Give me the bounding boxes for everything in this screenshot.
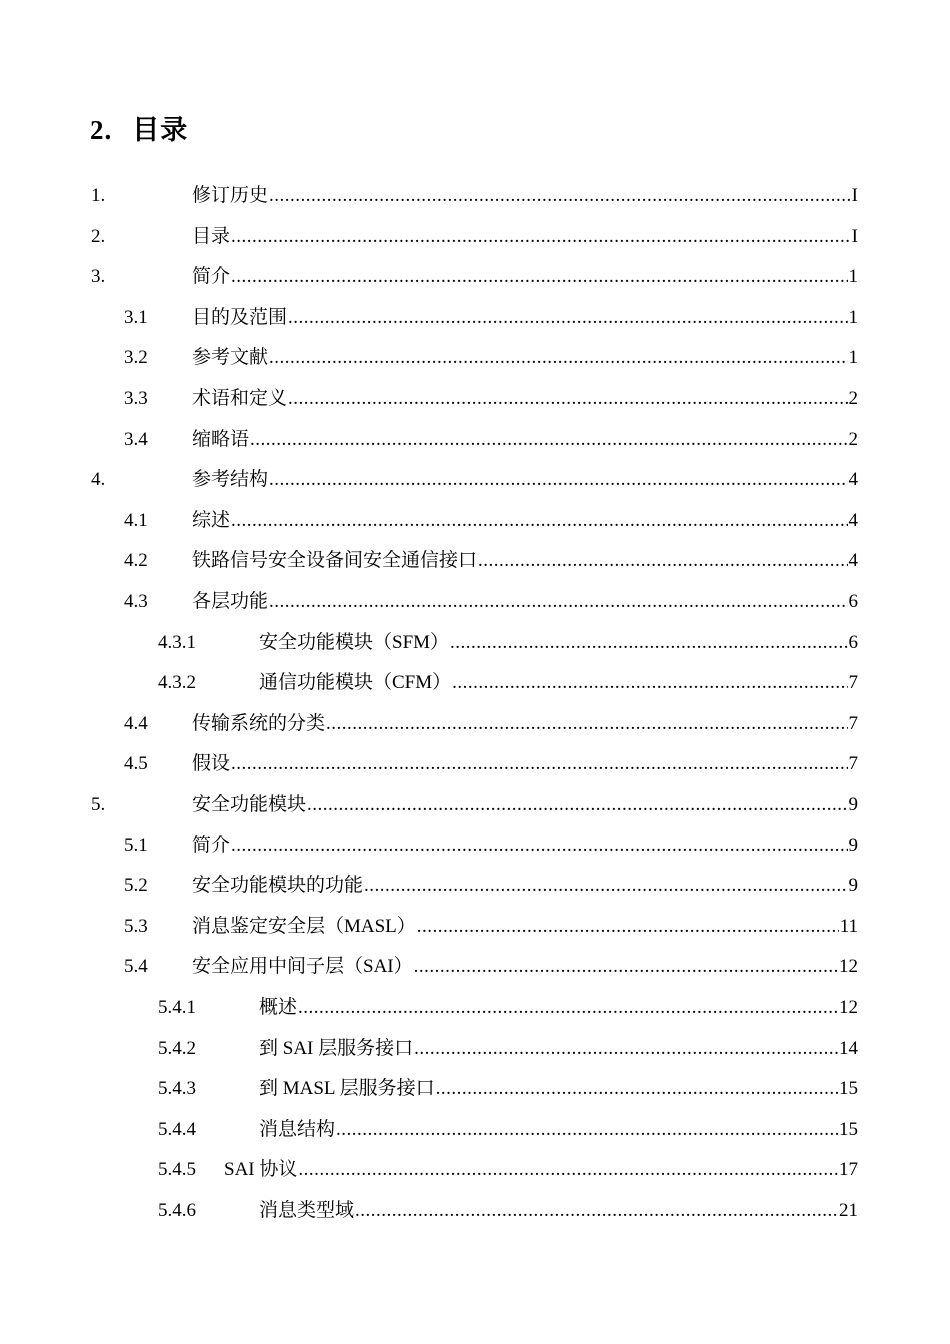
toc-entry-line xyxy=(192,217,858,257)
toc-entry[interactable] xyxy=(0,866,950,906)
toc-entry-number: 5.4.6 xyxy=(158,1200,196,1221)
toc-entry[interactable] xyxy=(0,582,950,622)
toc-entry-line xyxy=(259,1069,858,1109)
toc-entry-number: 3.1 xyxy=(124,306,148,328)
toc-dot-leader xyxy=(355,1191,838,1231)
toc-entry-page: I xyxy=(851,225,858,247)
toc-entry-page: 12 xyxy=(839,997,858,1018)
toc-entry-line xyxy=(192,257,858,297)
toc-entry-title: 缩略语 xyxy=(192,428,250,450)
toc-entry[interactable] xyxy=(0,379,950,419)
toc-dot-leader xyxy=(231,501,847,541)
toc-entry-title: 安全功能模块的功能 xyxy=(192,875,364,897)
toc-entry-line xyxy=(224,1150,858,1190)
toc-entry-page: 2 xyxy=(848,428,858,450)
toc-dot-leader xyxy=(231,826,847,866)
toc-entry[interactable] xyxy=(0,907,950,947)
toc-entry-number: 4.3.2 xyxy=(158,672,196,694)
toc-entry-title: 术语和定义 xyxy=(192,388,288,409)
toc-entry-line xyxy=(192,338,858,378)
toc-entry[interactable] xyxy=(0,298,950,338)
toc-entry[interactable] xyxy=(0,623,950,663)
toc-entry-page: 4 xyxy=(848,550,858,572)
toc-entry[interactable] xyxy=(0,501,950,541)
toc-entry-number: 5. xyxy=(91,794,106,815)
toc-entry-line xyxy=(259,1029,858,1069)
toc-entry-title: 铁路信号安全设备间安全通信接口 xyxy=(192,550,478,572)
toc-entry-title: 概述 xyxy=(259,997,298,1018)
toc-entry-title: 简介 xyxy=(192,266,231,288)
toc-entry-number: 4.2 xyxy=(124,550,148,572)
toc-entry[interactable] xyxy=(0,338,950,378)
toc-dot-leader xyxy=(414,1029,838,1069)
toc-entry-title: 安全应用中间子层（SAI） xyxy=(192,956,413,978)
toc-dot-leader xyxy=(231,257,847,297)
toc-entry-title: 通信功能模块（CFM） xyxy=(259,672,452,694)
toc-entry-line xyxy=(259,1191,858,1231)
toc-entry-title: 假设 xyxy=(192,753,231,775)
toc-entry-page: 7 xyxy=(848,712,858,734)
toc-entry[interactable] xyxy=(0,420,950,460)
toc-entry-line xyxy=(192,298,858,338)
toc-dot-leader xyxy=(269,176,851,216)
toc-dot-leader xyxy=(414,947,838,987)
toc-entry-page: 9 xyxy=(848,794,858,815)
toc-entry-page: 17 xyxy=(839,1159,858,1181)
toc-entry-line xyxy=(192,176,858,216)
toc-entry-number: 4.4 xyxy=(124,712,148,734)
toc-entry-title: 安全功能模块（SFM） xyxy=(259,631,450,653)
toc-entry-title: SAI 协议 xyxy=(224,1159,298,1181)
toc-entry-title: 安全功能模块 xyxy=(192,794,307,815)
toc-entry[interactable] xyxy=(0,744,950,784)
toc-entry[interactable] xyxy=(0,1110,950,1150)
toc-entry[interactable] xyxy=(0,460,950,500)
toc-entry[interactable] xyxy=(0,257,950,297)
toc-dot-leader xyxy=(231,217,851,257)
toc-entry-line xyxy=(192,501,858,541)
toc-entry-number: 3. xyxy=(91,266,106,288)
toc-entry-number: 5.1 xyxy=(124,834,148,856)
toc-dot-leader xyxy=(417,907,839,947)
toc-entry-number: 4.1 xyxy=(124,509,148,531)
toc-entry-line xyxy=(192,379,858,419)
toc-entry[interactable] xyxy=(0,1069,950,1109)
toc-dot-leader xyxy=(298,1150,838,1190)
toc-dot-leader xyxy=(269,338,847,378)
toc-entry-title: 消息类型域 xyxy=(259,1200,355,1221)
toc-entry[interactable] xyxy=(0,663,950,703)
toc-entry-title: 目录 xyxy=(192,225,231,247)
toc-entry-page: 12 xyxy=(839,956,858,978)
toc-entry-number: 3.2 xyxy=(124,347,148,369)
toc-dot-leader xyxy=(269,460,847,500)
page-title-text: 目录 xyxy=(132,115,189,146)
toc-entry-title: 参考文献 xyxy=(192,347,269,369)
toc-entry-title: 传输系统的分类 xyxy=(192,712,326,734)
toc-entry-number: 4.3 xyxy=(124,591,148,612)
toc-entry-title: 目的及范围 xyxy=(192,306,288,328)
toc-entry-title: 消息鉴定安全层（MASL） xyxy=(192,915,416,937)
toc-entry-title: 简介 xyxy=(192,834,231,856)
toc-entry-number: 5.4.4 xyxy=(158,1118,196,1140)
toc-entry-page: 1 xyxy=(848,266,858,288)
toc-dot-leader xyxy=(478,541,847,581)
toc-dot-leader xyxy=(364,866,847,906)
toc-entry-page: 9 xyxy=(848,875,858,897)
toc-entry-page: 15 xyxy=(839,1078,858,1100)
toc-dot-leader xyxy=(326,704,847,744)
toc-entry-line xyxy=(192,907,858,947)
toc-entry[interactable] xyxy=(0,1029,950,1069)
toc-entry[interactable] xyxy=(0,704,950,744)
toc-entry-page: 14 xyxy=(839,1037,858,1059)
toc-entry[interactable] xyxy=(0,785,950,825)
toc-entry-page: 1 xyxy=(848,347,858,369)
toc-entry-line xyxy=(192,582,858,622)
toc-entry-number: 2. xyxy=(91,225,106,247)
toc-entry-line xyxy=(192,947,858,987)
toc-entry-page: 7 xyxy=(848,753,858,775)
toc-dot-leader xyxy=(288,298,847,338)
toc-entry-number: 3.3 xyxy=(124,388,148,409)
toc-entry-number: 5.4.3 xyxy=(158,1078,196,1100)
toc-entry-page: 6 xyxy=(848,631,858,653)
toc-entry-number: 5.4.1 xyxy=(158,997,196,1018)
toc-entry-number: 3.4 xyxy=(124,428,148,450)
toc-dot-leader xyxy=(250,420,847,460)
toc-dot-leader xyxy=(231,744,847,784)
toc-entry[interactable] xyxy=(0,541,950,581)
toc-dot-leader xyxy=(269,582,847,622)
toc-entry-title: 到 MASL 层服务接口 xyxy=(259,1078,435,1100)
toc-entry[interactable] xyxy=(0,988,950,1028)
toc-dot-leader xyxy=(288,379,847,419)
toc-entry-number: 5.4.5 xyxy=(158,1159,196,1181)
toc-dot-leader xyxy=(307,785,847,825)
toc-entry-line xyxy=(192,785,858,825)
toc-entry-page: 4 xyxy=(848,469,858,491)
toc-entry-page: 15 xyxy=(839,1118,858,1140)
toc-entry-page: 6 xyxy=(848,591,858,612)
toc-entry-number: 5.3 xyxy=(124,915,148,937)
toc-entry[interactable] xyxy=(0,176,950,216)
toc-dot-leader xyxy=(298,988,838,1028)
toc-entry[interactable] xyxy=(0,217,950,257)
toc-entry-page: I xyxy=(851,185,858,206)
toc-entry-number: 5.2 xyxy=(124,875,148,897)
toc-entry-line xyxy=(192,826,858,866)
toc-entry-title: 各层功能 xyxy=(192,591,269,612)
toc-entry-title: 到 SAI 层服务接口 xyxy=(259,1037,414,1059)
toc-entry-line xyxy=(192,866,858,906)
toc-entry[interactable] xyxy=(0,826,950,866)
toc-entry-title: 参考结构 xyxy=(192,469,269,491)
toc-entry-number: 5.4 xyxy=(124,956,148,978)
toc-entry-line xyxy=(192,541,858,581)
toc-entry-line xyxy=(192,420,858,460)
toc-entry-line xyxy=(192,744,858,784)
toc-entry-title: 修订历史 xyxy=(192,185,269,206)
toc-entry-page: 2 xyxy=(848,388,858,409)
toc-dot-leader xyxy=(436,1069,838,1109)
toc-entry-title: 综述 xyxy=(192,509,231,531)
toc-dot-leader xyxy=(336,1110,838,1150)
toc-entry-number: 4.3.1 xyxy=(158,631,196,653)
toc-entry-number: 5.4.2 xyxy=(158,1037,196,1059)
toc-entry-page: 4 xyxy=(848,509,858,531)
toc-entry-title: 消息结构 xyxy=(259,1118,336,1140)
toc-dot-leader xyxy=(452,663,847,703)
toc-entry-page: 1 xyxy=(848,306,858,328)
toc-entry-page: 9 xyxy=(848,834,858,856)
toc-entry[interactable] xyxy=(0,947,950,987)
toc-entry-line xyxy=(192,460,858,500)
toc-entry-page: 7 xyxy=(848,672,858,694)
toc-entry-number: 4. xyxy=(91,469,106,491)
toc-entry[interactable] xyxy=(0,1150,950,1190)
toc-entry-line xyxy=(259,623,858,663)
toc-dot-leader xyxy=(450,623,847,663)
toc-entry-line xyxy=(259,988,858,1028)
toc-entry-page: 11 xyxy=(839,915,858,937)
page-title xyxy=(90,108,188,147)
toc-entry-line xyxy=(259,1110,858,1150)
toc-entry-number: 1. xyxy=(91,185,106,206)
toc-entry-number: 4.5 xyxy=(124,753,148,775)
toc-entry-line xyxy=(192,704,858,744)
toc-entry-line xyxy=(259,663,858,703)
toc-entry-page: 21 xyxy=(839,1200,858,1221)
page-title-number: 2. xyxy=(90,115,113,145)
toc-entry[interactable] xyxy=(0,1191,950,1231)
